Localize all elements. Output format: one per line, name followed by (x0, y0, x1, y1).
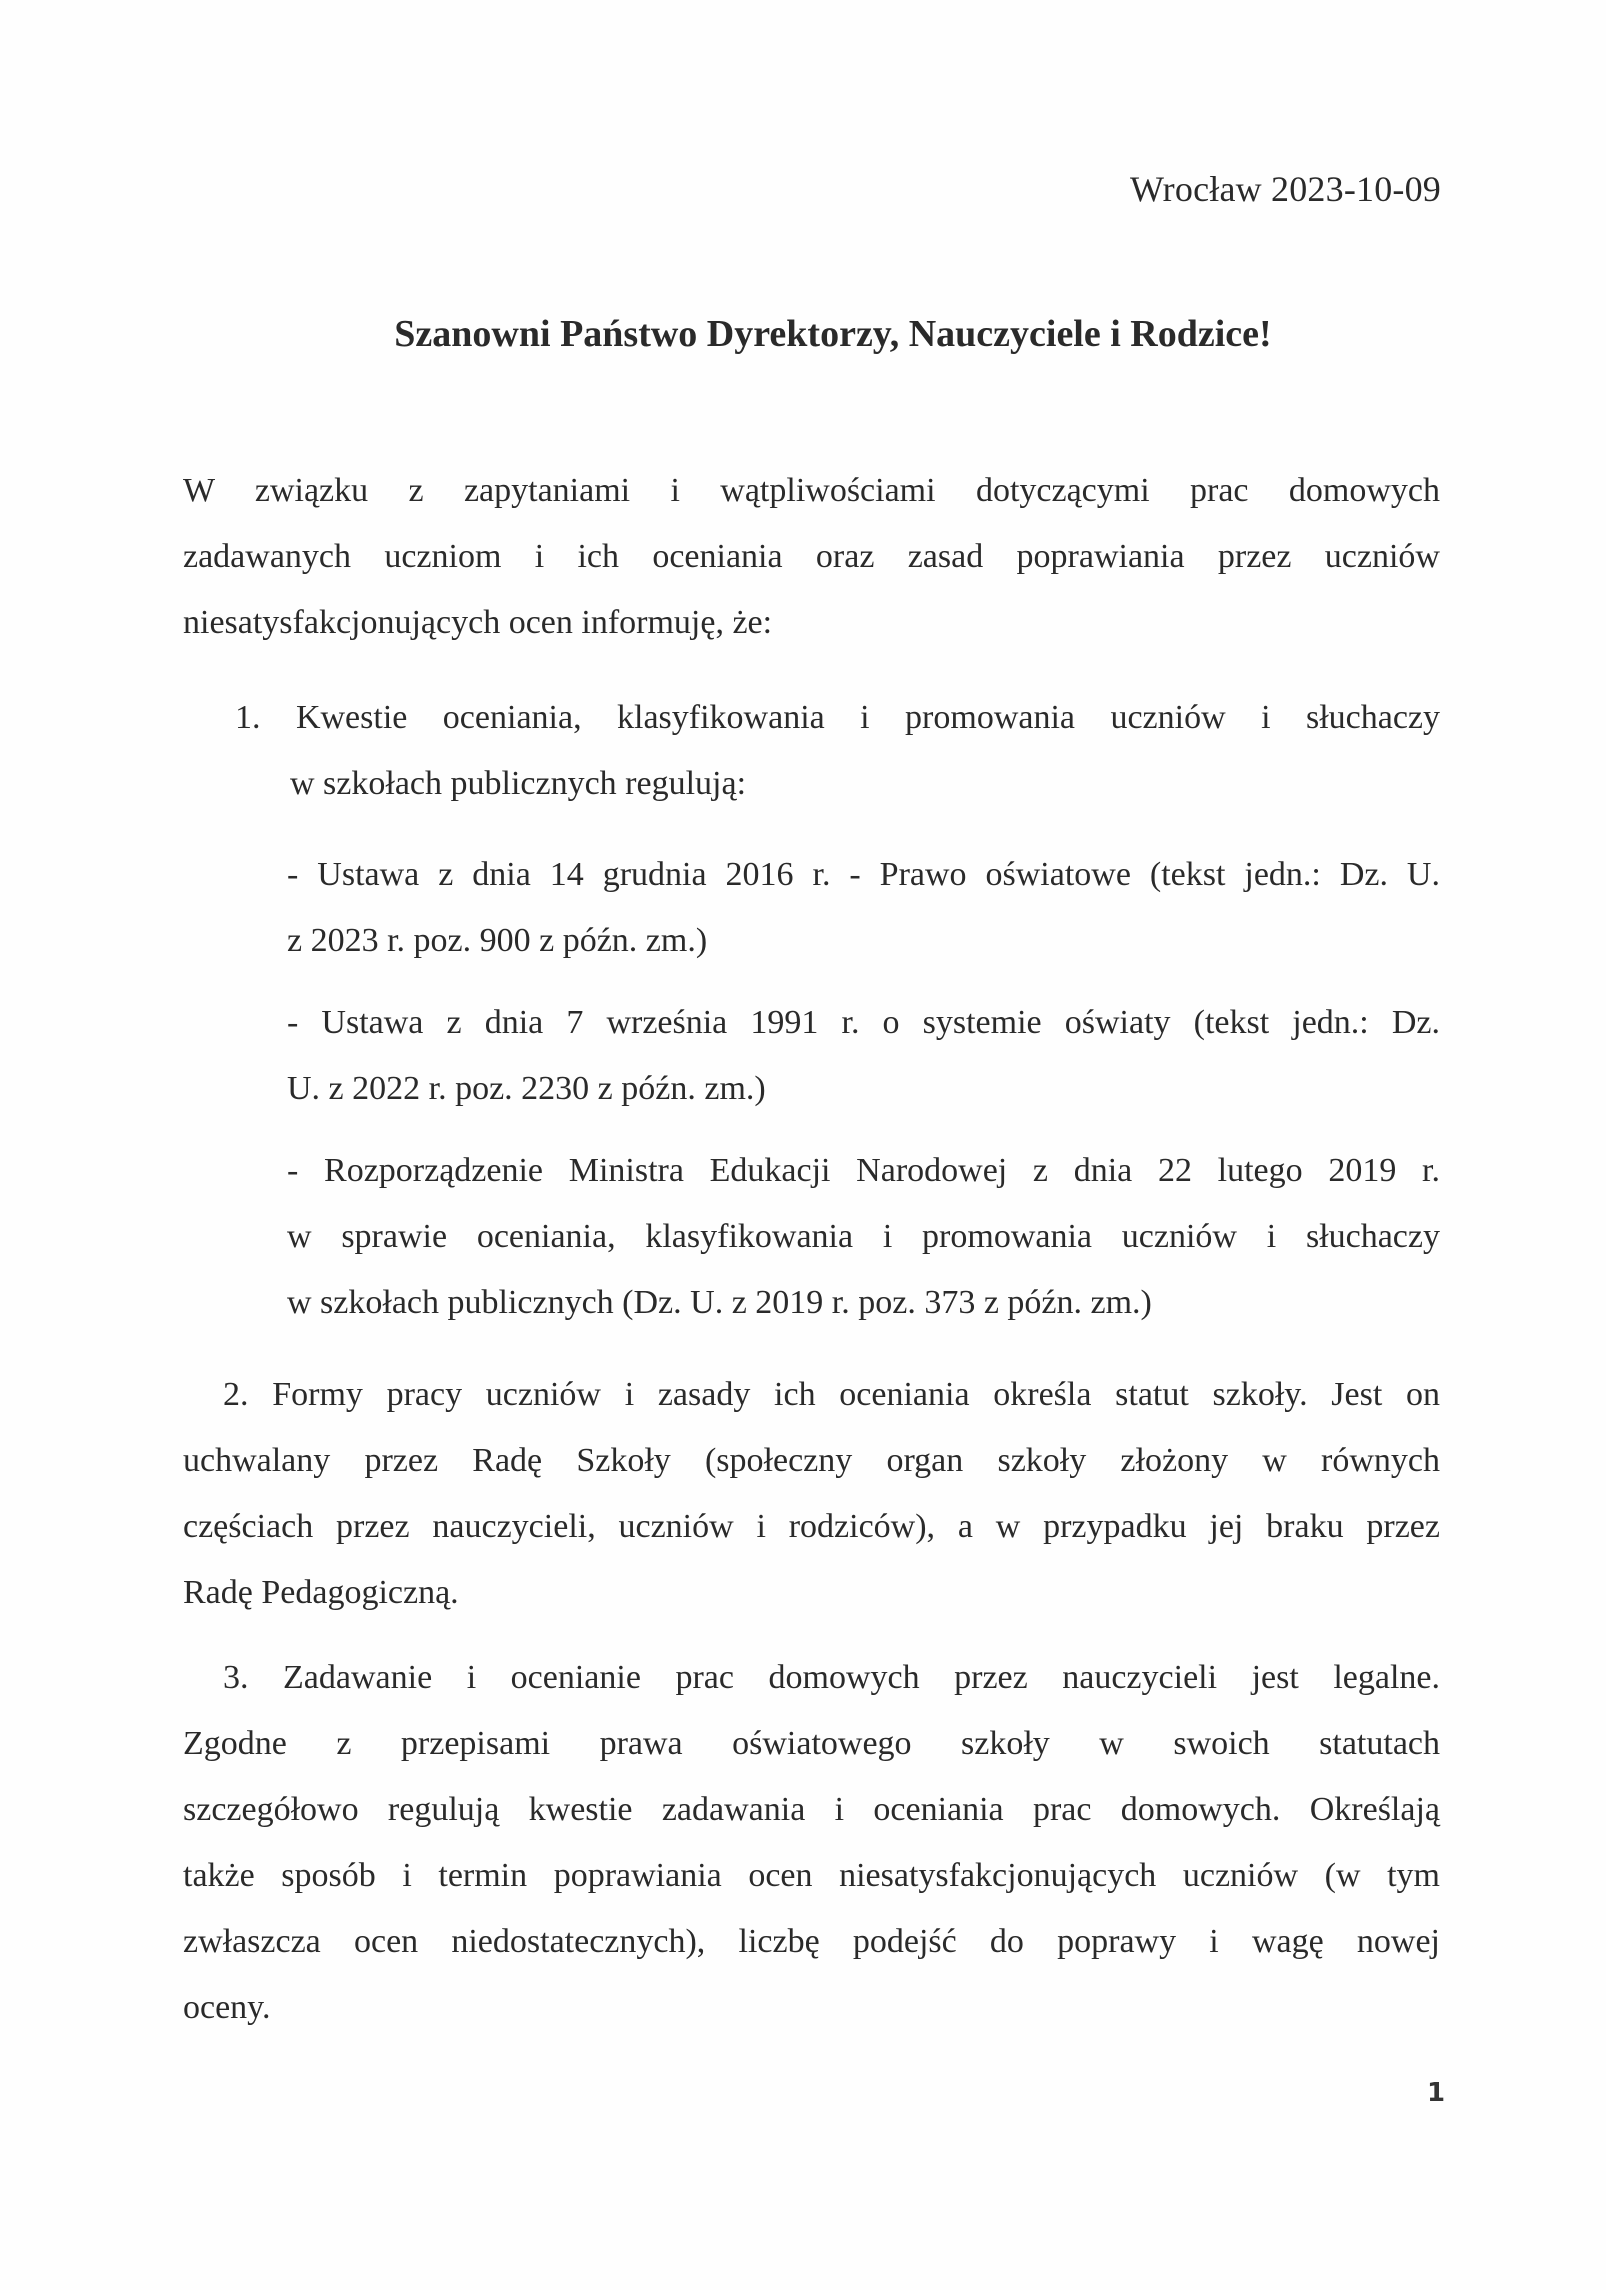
legal-act-2 (287, 990, 1440, 1122)
list-item-1 (235, 685, 1440, 817)
legal-act-line: - Ustawa z dnia 7 września 1991 r. o systemie oświaty (tekst jedn.: Dz. (287, 1004, 1440, 1041)
salutation-heading: Szanowni Państwo Dyrektorzy, Nauczyciele i Rodzice! (394, 313, 1272, 355)
intro-line: W związku z zapytaniami i wątpliwościami dotyczącymi prac domowych (183, 472, 1440, 509)
list-item-3-line: szczegółowo regulują kwestie zadawania i oceniania prac domowych. Określają (183, 1791, 1440, 1828)
list-item-3-line: zwłaszcza ocen niedostatecznych), liczbę podejść do poprawy i wagę nowej (183, 1923, 1440, 1960)
list-item-3-line: 3. Zadawanie i ocenianie prac domowych przez nauczycieli jest legalne. (223, 1659, 1440, 1696)
page-number: 1 (1427, 2078, 1446, 2108)
legal-act-3 (287, 1138, 1440, 1336)
list-item-text: Kwestie oceniania, klasyfikowania i promowania uczniów i słuchaczy (295, 699, 1441, 736)
legal-act-line: w sprawie oceniania, klasyfikowania i promowania uczniów i słuchaczy (287, 1218, 1440, 1255)
date-line: Wrocław 2023-10-09 (1129, 169, 1441, 209)
intro-line: niesatysfakcjonujących ocen informuję, że: (183, 604, 773, 641)
legal-act-line: U. z 2022 r. poz. 2230 z późn. zm.) (287, 1070, 766, 1107)
list-item-1-line (235, 685, 1440, 751)
list-item-2-line: częściach przez nauczycieli, uczniów i rodziców), a w przypadku jej braku przez (183, 1508, 1440, 1545)
list-item-1-line: w szkołach publicznych regulują: (290, 765, 747, 802)
legal-act-line: z 2023 r. poz. 900 z późn. zm.) (287, 922, 708, 959)
list-item-number: 1. (235, 699, 261, 736)
list-item-2-line: uchwalany przez Radę Szkoły (społeczny organ szkoły złożony w równych (183, 1442, 1440, 1479)
intro-line: zadawanych uczniom i ich oceniania oraz zasad poprawiania przez uczniów (183, 538, 1440, 575)
intro-paragraph (183, 458, 1440, 656)
list-item-3 (183, 1645, 1440, 2041)
list-item-2-line: 2. Formy pracy uczniów i zasady ich oceniania określa statut szkoły. Jest on (223, 1376, 1440, 1413)
legal-act-line: - Rozporządzenie Ministra Edukacji Narodowej z dnia 22 lutego 2019 r. (287, 1152, 1440, 1189)
legal-act-line: - Ustawa z dnia 14 grudnia 2016 r. - Prawo oświatowe (tekst jedn.: Dz. U. (287, 856, 1440, 893)
list-item-3-line: Zgodne z przepisami prawa oświatowego szkoły w swoich statutach (183, 1725, 1440, 1762)
list-item-2-line: Radę Pedagogiczną. (183, 1574, 459, 1611)
list-item-3-line: oceny. (183, 1989, 271, 2026)
legal-act-1 (287, 842, 1440, 974)
list-item-3-line: także sposób i termin poprawiania ocen niesatysfakcjonujących uczniów (w tym (183, 1857, 1440, 1894)
legal-act-line: w szkołach publicznych (Dz. U. z 2019 r. poz. 373 z późn. zm.) (287, 1284, 1152, 1321)
list-item-2 (183, 1362, 1440, 1626)
